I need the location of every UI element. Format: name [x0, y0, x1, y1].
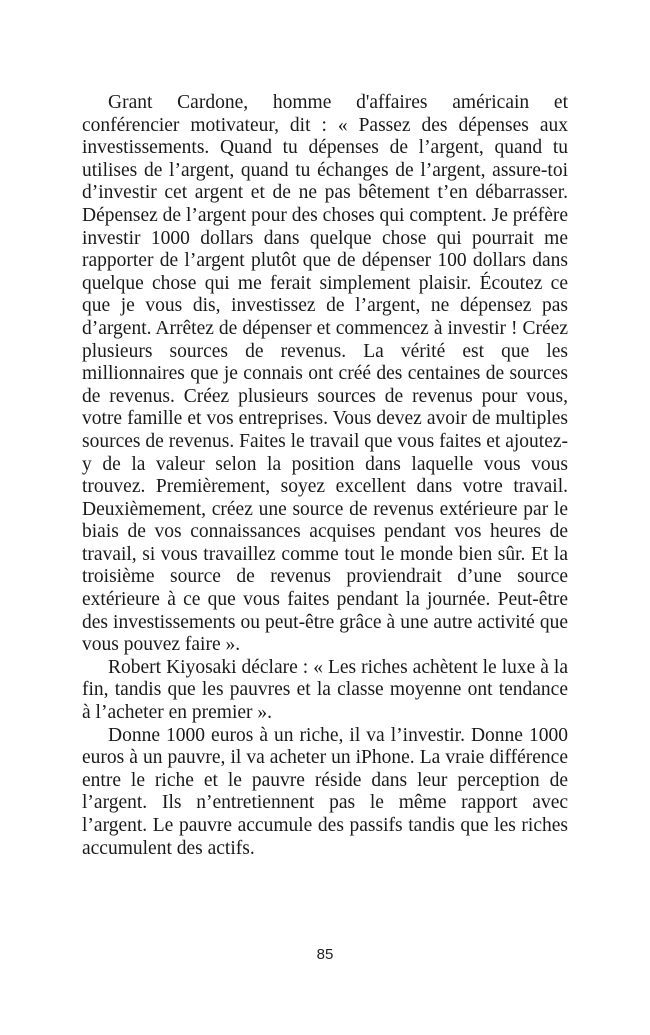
paragraph-grant-cardone-quote: Grant Cardone, homme d'affaires américain et conférencier motivateur, dit : « Passez des dépenses aux investissements. Quand tu dépenses de l’argent, quand tu utilises de l’argent, quand tu échanges de l’argent, assure-toi d’investir cet argent et de ne pas bêtement t’en débarrasser. Dépensez de l’argent pour des choses qui comptent. Je préfère investir 1000 dollars dans quelque chose qui pourrait me rapporter de l’argent plutôt que de dépenser 100 dollars dans quelque chose qui me ferait simplement plaisir. Écoutez ce que je vous dis, investissez de l’argent, ne dépensez pas d’argent. Arrêtez de dépenser et commencez à investir ! Créez plusieurs sources de revenus. La vérité est que les millionnaires que je connais ont créé des centaines de sources de revenus. Créez plusieurs sources de revenus pour vous, votre famille et vos entreprises. Vous devez avoir de multiples sources de revenus. Faites le travail que vous faites et ajoutez-y de la valeur selon la position dans laquelle vous vous trouvez. Premièrement, soyez excellent dans votre travail. Deuxièmement, créez une source de revenus extérieure par le biais de vos connaissances acquises pendant vos heures de travail, si vous travaillez comme tout le monde bien sûr. Et la troisième source de revenus proviendrait d’une source extérieure à ce que vous faites pendant la journée. Peut-être des investissements ou peut-être grâce à une autre activité que vous pouvez faire ».: [82, 92, 568, 656]
paragraph-rich-vs-poor: Donne 1000 euros à un riche, il va l’investir. Donne 1000 euros à un pauvre, il va acheter un iPhone. La vraie différence entre le riche et le pauvre réside dans leur perception de l’argent. Ils n’entretiennent pas le même rapport avec l’argent. Le pauvre accumule des passifs tandis que les riches accumulent des actifs.: [82, 724, 568, 859]
paragraph-robert-kiyosaki-quote: Robert Kiyosaki déclare : « Les riches achètent le luxe à la fin, tandis que les pauvres et la classe moyenne ont tendance à l’acheter en premier ».: [82, 656, 568, 724]
page-number: 85: [316, 946, 334, 963]
page-body: [82, 92, 568, 860]
